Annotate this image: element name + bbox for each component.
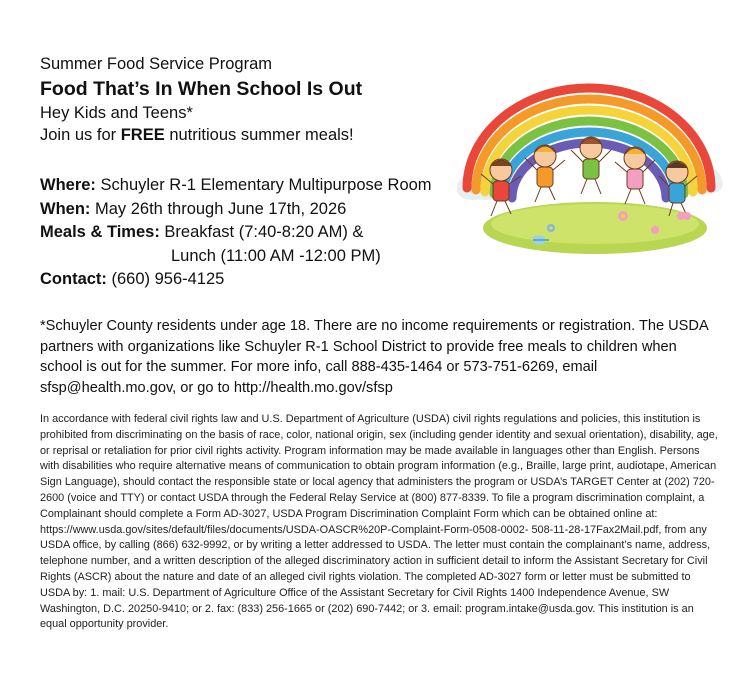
rainbow-kids-illustration: [455, 78, 723, 254]
contact-row: [40, 268, 490, 292]
where-row: [40, 174, 490, 198]
contact-value: (660) 956-4125: [106, 270, 225, 288]
eligibility-note: *Schuyler County residents under age 18. There are no income requirements or registration. The USDA partners with organizations like Schuyler R-1 School District to provide free meals to children when school is out for the summer. For more info, call 888-435-1464 or 573-751-6269, email sfsp@health.mo.gov, or go to http://health.mo.gov/sfsp: [40, 318, 708, 396]
when-row: [40, 198, 490, 222]
civil-rights-statement: In accordance with federal civil rights law and U.S. Department of Agriculture (USDA) civil rights regulations and policies, this institution is prohibited from discriminating on the basis of race, color, national origin, sex (including gender identity and sexual orientation), disability, age, or reprisal or retaliation for prior civil rights activity. Program information may be made available in languages other than English. Persons with disabilities who require alternative means of communication to obtain program information (e.g., Braille, large print, audiotape, American Sign Language), should contact the responsible state or local agency that administers the program or USDA’s TARGET Center at (202) 720-2600 (voice and TTY) or contact USDA through the Federal Relay Service at (800) 877-8339. To file a program discrimination complaint, a Complainant should complete a Form AD-3027, USDA Program Discrimination Complaint Form which can be obtained online at: https://www.usda.gov/sites/default/files/documents/USDA-OASCR%20P-Complaint-Form-0508-0002- 508-11-28-17Fax2Mail.pdf, from any USDA office, by calling (866) 632-9992, or by writing a letter addressed to USDA. The letter must contain the complainant’s name, address, telephone number, and a written description of the alleged discriminatory action in sufficient detail to inform the Assistant Secretary for Civil Rights (ASCR) about the nature and date of an alleged civil rights violation. The completed AD-3027 form or letter must be submitted to USDA by: 1. mail: U.S. Department of Agriculture Office of the Assistant Secretary for Civil Rights 1400 Independence Avenue, SW Washington, D.C. 20250-9410; or 2. fax: (833) 256-1665 or (202) 690-7442; or 3. email: program.intake@usda.gov. This institution is an equal opportunity provider.: [40, 413, 718, 631]
join-prefix: Join us for: [40, 126, 121, 144]
where-label: Where:: [40, 176, 96, 194]
program-name: Summer Food Service Program: [40, 55, 272, 73]
page-title: Food That’s In When School Is Out: [40, 78, 363, 100]
greeting: Hey Kids and Teens*: [40, 104, 193, 122]
where-value: Schuyler R-1 Elementary Multipurpose Room: [95, 176, 432, 194]
join-free: FREE: [120, 126, 165, 144]
meals-label: Meals & Times:: [40, 223, 160, 241]
flyer-header: [40, 53, 460, 146]
when-value: May 26th through June 17th, 2026: [90, 199, 347, 218]
join-suffix: nutritious summer meals!: [164, 126, 354, 144]
lunch-time: Lunch (11:00 AM -12:00 PM): [171, 246, 381, 265]
join-line: [40, 124, 460, 146]
breakfast-time: Breakfast (7:40-8:20 AM) &: [159, 223, 364, 241]
event-details: [40, 174, 490, 292]
contact-label: Contact:: [40, 270, 107, 288]
meals-row: [40, 221, 490, 245]
when-label: When:: [40, 199, 91, 218]
